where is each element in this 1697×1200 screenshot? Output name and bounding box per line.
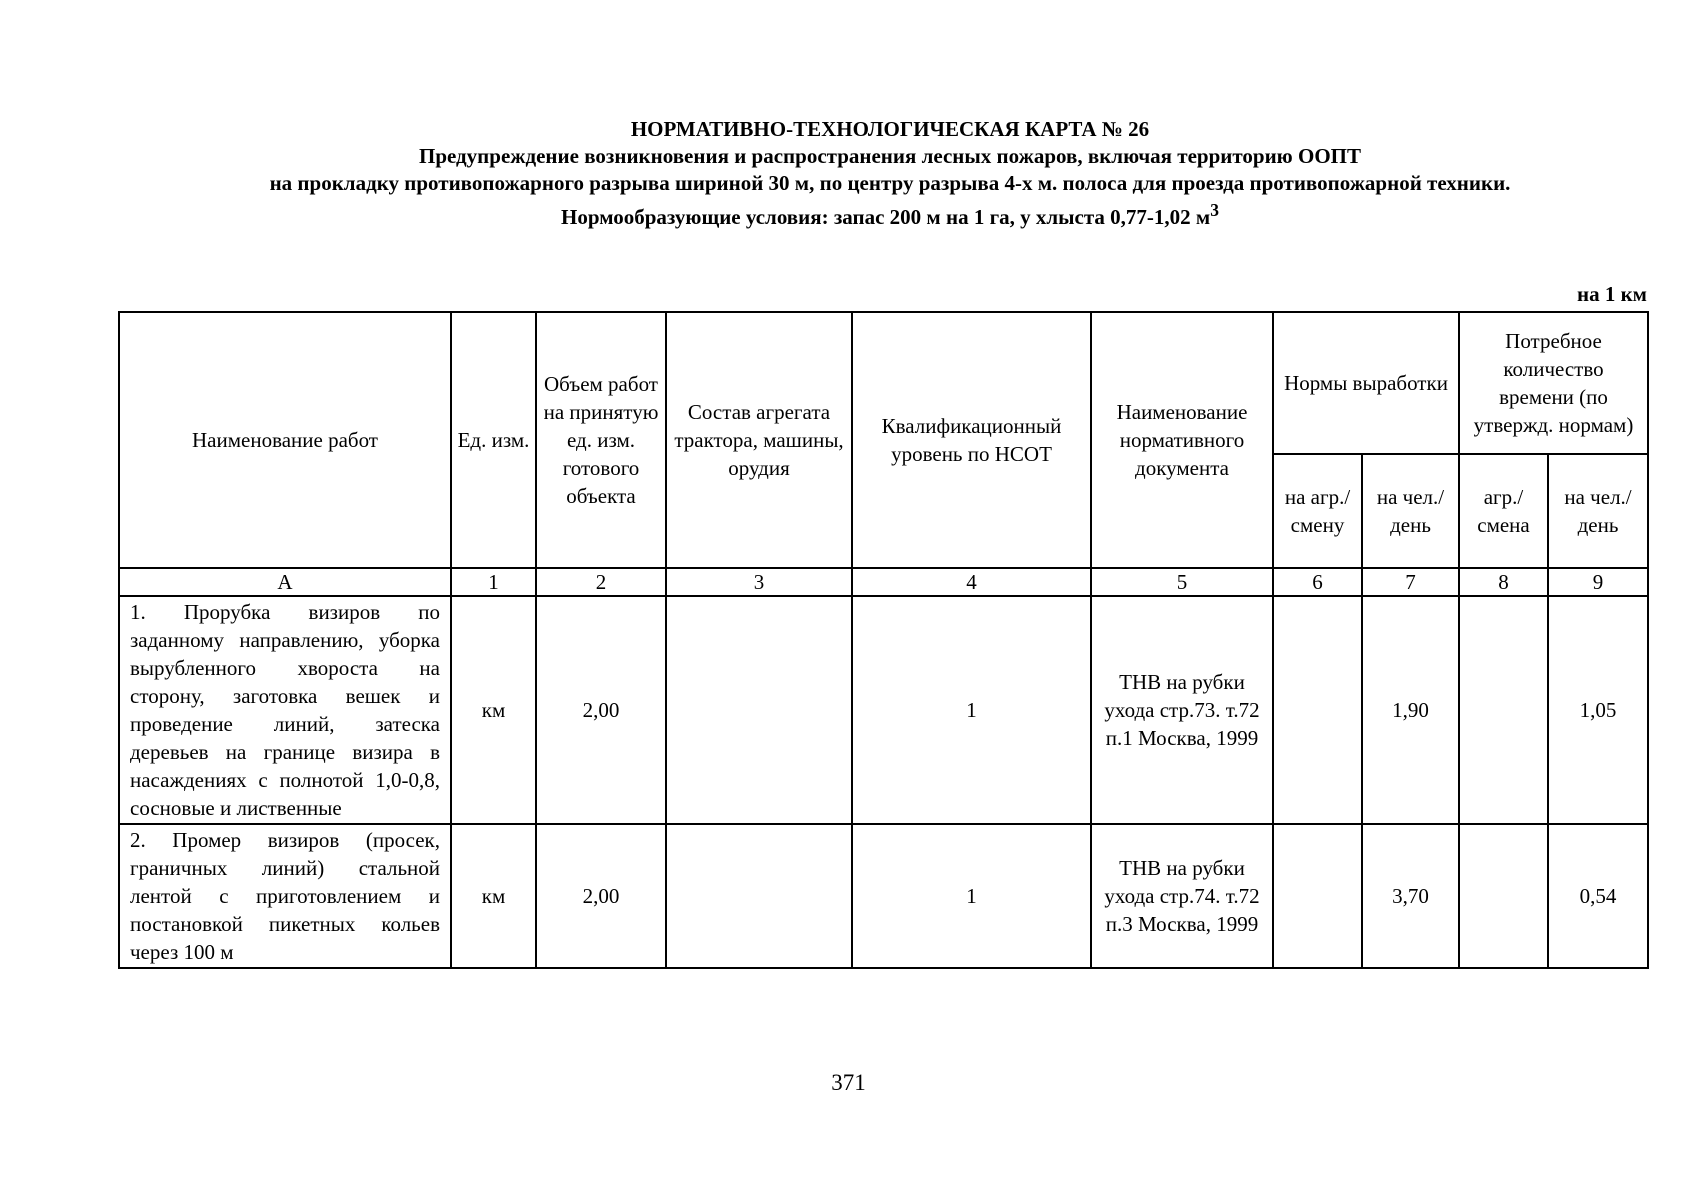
- document-title: [120, 116, 1660, 231]
- work-description: 1. Прорубка визиров по заданному направлению, уборка вырубленного хвороста на сторону, заготовка вешек и проведение линий, затеска деревьев на границе визира в насаждениях с полнотой 1,0-0,8, сосновые и лиственные: [119, 596, 451, 824]
- column-index: 3: [666, 568, 852, 596]
- header-row-1: [119, 312, 1648, 454]
- title-line-1: НОРМАТИВНО-ТЕХНОЛОГИЧЕСКАЯ КАРТА № 26: [630, 117, 1150, 141]
- title-line-2: Предупреждение возникновения и распространения лесных пожаров, включая территорию ООПТ: [418, 144, 1361, 168]
- column-index: 2: [536, 568, 666, 596]
- column-index: 1: [451, 568, 536, 596]
- volume-cell: 2,00: [536, 824, 666, 968]
- norm-per-day-cell: 1,90: [1362, 596, 1459, 824]
- column-index: 7: [1362, 568, 1459, 596]
- header-norms-per-day: на чел./ день: [1362, 454, 1459, 568]
- table-row: [119, 824, 1648, 968]
- norm-per-shift-cell: [1273, 596, 1362, 824]
- header-norms-group: Нормы выработки: [1273, 312, 1459, 454]
- time-per-shift-cell: [1459, 596, 1548, 824]
- composition-cell: [666, 824, 852, 968]
- column-index-row: [119, 568, 1648, 596]
- unit-cell: км: [451, 824, 536, 968]
- table-row: [119, 596, 1648, 824]
- document-cell: ТНВ на рубки ухода стр.74. т.72 п.3 Москва, 1999: [1091, 824, 1273, 968]
- time-per-day-cell: 1,05: [1548, 596, 1648, 824]
- header-work-name: Наименование работ: [119, 312, 451, 568]
- document-cell: ТНВ на рубки ухода стр.73. т.72 п.1 Москва, 1999: [1091, 596, 1273, 824]
- composition-cell: [666, 596, 852, 824]
- column-index: 5: [1091, 568, 1273, 596]
- norms-table: [118, 311, 1649, 969]
- cubic-superscript: 3: [1210, 200, 1219, 220]
- column-index: А: [119, 568, 451, 596]
- units-note: на 1 км: [1576, 282, 1647, 306]
- column-index: 6: [1273, 568, 1362, 596]
- header-time-group: Потребное количество времени (по утвержд. нормам): [1459, 312, 1648, 454]
- column-index: 8: [1459, 568, 1548, 596]
- header-composition: Состав агрегата трактора, машины, орудия: [666, 312, 852, 568]
- title-line-3: на прокладку противопожарного разрыва шириной 30 м, по центру разрыва 4-х м. полоса для проезда противопожарной техники.: [269, 171, 1511, 195]
- volume-cell: 2,00: [536, 596, 666, 824]
- header-volume: Объем работ на принятую ед. изм. готового объекта: [536, 312, 666, 568]
- column-index: 9: [1548, 568, 1648, 596]
- page-number: 371: [831, 1070, 866, 1095]
- header-time-per-shift: агр./ смена: [1459, 454, 1548, 568]
- time-per-shift-cell: [1459, 824, 1548, 968]
- qualification-cell: 1: [852, 596, 1091, 824]
- header-doc-name: Наименование нормативного документа: [1091, 312, 1273, 568]
- time-per-day-cell: 0,54: [1548, 824, 1648, 968]
- unit-cell: км: [451, 596, 536, 824]
- norm-conditions: Нормообразующие условия: запас 200 м на 1 га, у хлыста 0,77-1,02 м: [561, 205, 1211, 229]
- title-line-4: [120, 197, 1660, 231]
- work-description: 2. Промер визиров (просек, граничных линий) стальной лентой с приготовлением и постановкой пикетных кольев через 100 м: [119, 824, 451, 968]
- header-qualification: Квалификационный уровень по НСОТ: [852, 312, 1091, 568]
- column-index: 4: [852, 568, 1091, 596]
- header-unit: Ед. изм.: [451, 312, 536, 568]
- norm-per-shift-cell: [1273, 824, 1362, 968]
- header-time-per-day: на чел./ день: [1548, 454, 1648, 568]
- qualification-cell: 1: [852, 824, 1091, 968]
- header-norms-per-shift: на агр./ смену: [1273, 454, 1362, 568]
- norm-per-day-cell: 3,70: [1362, 824, 1459, 968]
